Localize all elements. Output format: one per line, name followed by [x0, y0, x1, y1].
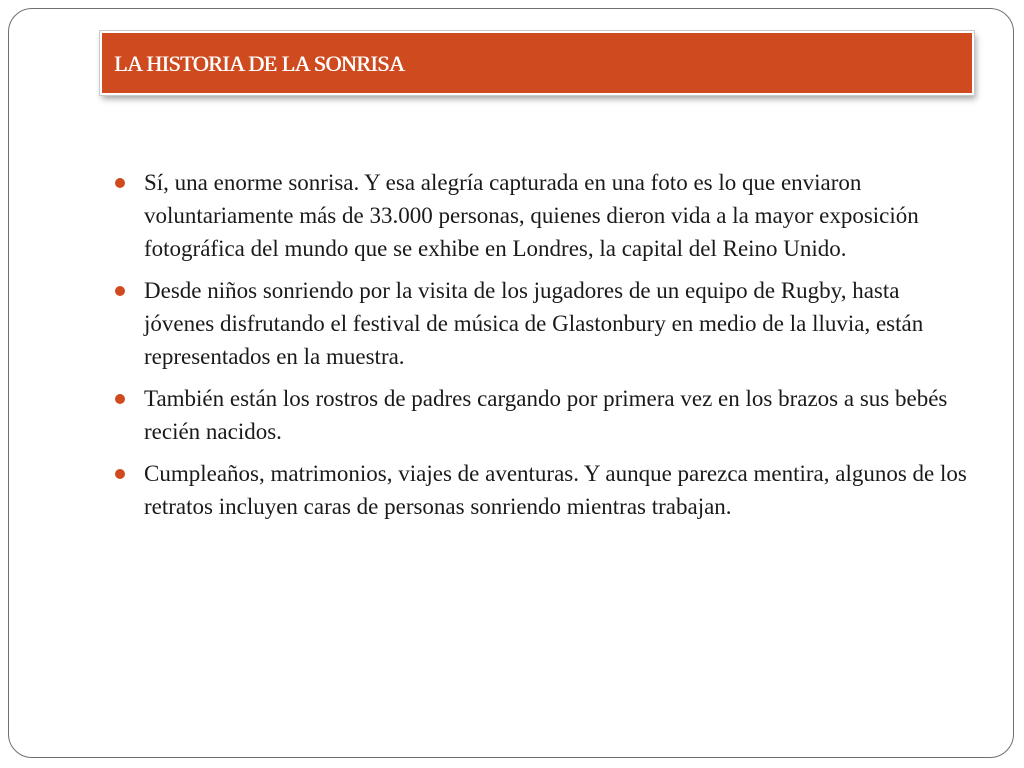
- bullet-dot-icon: [115, 394, 125, 404]
- bullet-dot-icon: [115, 286, 125, 296]
- title-bar: [100, 31, 974, 95]
- slide-title: LA HISTORIA DE LA SONRISA: [114, 51, 405, 76]
- bullet-dot-icon: [115, 178, 125, 188]
- bullet-text: Desde niños sonriendo por la visita de los jugadores de un equipo de Rugby, hasta jóvenes disfrutando el festival de música de Glastonbury en medio de la lluvia, están representados en la muestra.: [144, 278, 924, 369]
- bullet-item: [112, 457, 972, 523]
- bullet-text: También están los rostros de padres cargando por primera vez en los brazos a sus bebés recién nacidos.: [144, 386, 948, 444]
- bullet-dot-icon: [115, 469, 125, 479]
- bullet-item: [112, 382, 972, 448]
- bullet-text: Cumpleaños, matrimonios, viajes de aventuras. Y aunque parezca mentira, algunos de los retratos incluyen caras de personas sonriendo mientras trabajan.: [144, 461, 967, 519]
- bullet-text: Sí, una enorme sonrisa. Y esa alegría capturada en una foto es lo que enviaron voluntariamente más de 33.000 personas, quienes dieron vida a la mayor exposición fotográfica del mundo que se exhibe en Londres, la capital del Reino Unido.: [144, 170, 919, 261]
- bullet-item: [112, 166, 972, 265]
- bullet-list: [112, 166, 972, 532]
- bullet-item: [112, 274, 972, 373]
